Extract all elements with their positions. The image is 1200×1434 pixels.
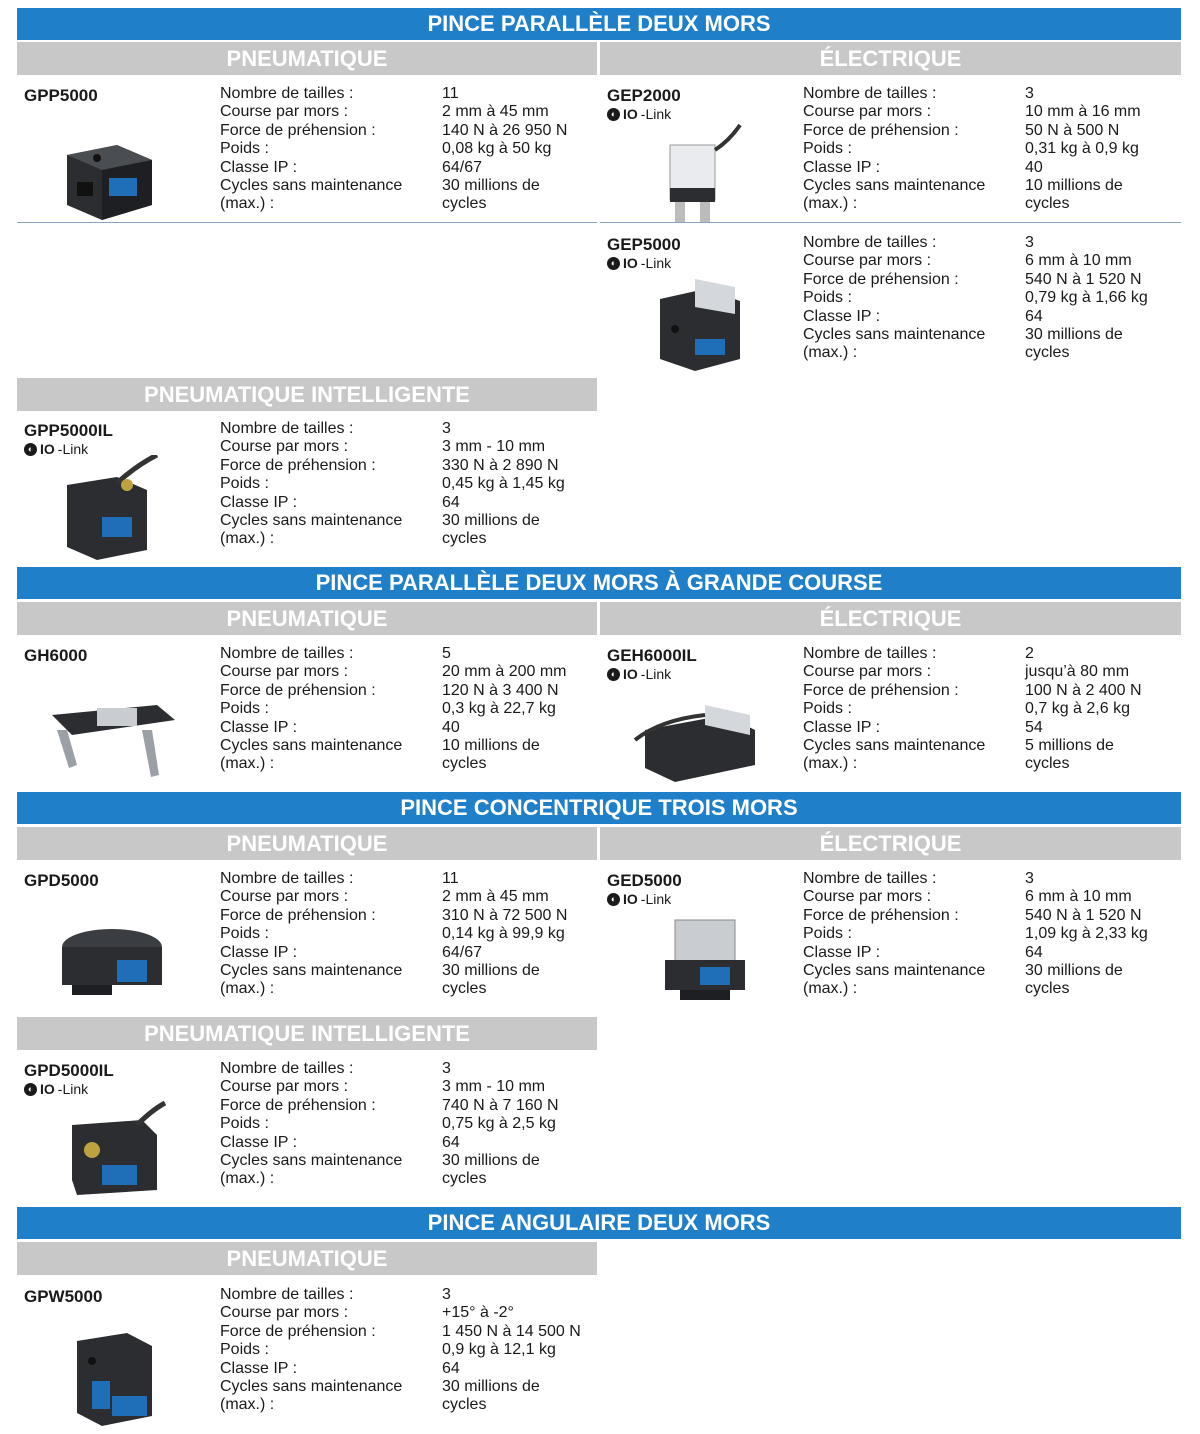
spec-row [803,271,1175,289]
spec-row [220,888,592,906]
iolink-icon: ◐ [607,668,620,681]
spec-label: Poids : [803,140,852,158]
spec-value: 30 millions de [442,1152,540,1170]
gep2000-gripper-image [630,120,760,225]
spec-label: Force de préhension : [803,270,959,288]
spec-label: Course par mors : [220,1304,349,1322]
spec-value: cycles [1025,195,1070,213]
iolink-text: IO [623,666,638,682]
spec-row [220,925,592,943]
ged5000-gripper-image [630,905,760,1010]
spec-row [220,140,592,158]
spec-row [803,344,1175,362]
spec-label: Poids : [220,1115,269,1133]
spec-label: Classe IP : [220,1133,298,1151]
section-title-parallele: PINCE PARALLÈLE DEUX MORS [17,8,1181,40]
iolink-icon: ◐ [607,108,620,121]
spec-value: 0,14 kg à 99,9 kg [442,925,565,943]
spec-row [220,962,592,980]
spec-row [803,663,1175,681]
spec-row [220,1134,592,1152]
spec-list [220,1060,592,1189]
spec-label: Force de préhension : [220,1322,376,1340]
spec-value: 3 [442,1286,451,1303]
iolink-text: IO [623,255,638,271]
spec-label: Force de préhension : [803,121,959,139]
spec-row [220,512,592,530]
spec-label: Classe IP : [220,158,298,176]
spec-row [803,326,1175,344]
product-code: GEP2000 [607,86,681,105]
iolink-text: -Link [57,441,89,457]
spec-value: 40 [1025,158,1043,176]
spec-row [220,944,592,962]
iolink-text: IO [623,106,638,122]
spec-row [803,737,1175,755]
section-title-grande-course: PINCE PARALLÈLE DEUX MORS À GRANDE COURSE [17,567,1181,599]
spec-value: 540 N à 1 520 N [1025,906,1142,924]
spec-row [803,159,1175,177]
spec-row [220,420,592,438]
spec-row [220,122,592,140]
category-electrique: ÉLECTRIQUE [600,42,1181,75]
spec-row [220,1078,592,1096]
spec-row [803,925,1175,943]
spec-label: Course par mors : [220,1078,349,1096]
spec-label: Nombre de tailles : [803,645,937,662]
spec-label: Classe IP : [220,1359,298,1377]
spec-row [803,962,1175,980]
iolink-icon: ◐ [607,257,620,270]
spec-list [220,420,592,549]
spec-row [803,252,1175,270]
spec-row [803,944,1175,962]
spec-value: 0,7 kg à 2,6 kg [1025,700,1130,718]
spec-value: 64/67 [442,158,483,176]
spec-value: 0,3 kg à 22,7 kg [442,700,556,718]
iolink-text: IO [40,1081,55,1097]
spec-label: Cycles sans maintenance [220,737,403,755]
spec-list [220,1286,592,1415]
spec-label: (max.) : [220,195,275,213]
spec-value: 1,09 kg à 2,33 kg [1025,925,1148,943]
spec-row [220,195,592,213]
spec-value: 3 [442,420,451,437]
spec-row [220,663,592,681]
spec-value: cycles [442,1170,487,1188]
iolink-icon: ◐ [24,443,37,456]
spec-row [220,645,592,663]
iolink-icon: ◐ [607,893,620,906]
spec-value: 11 [442,870,459,887]
spec-value: cycles [442,755,487,773]
spec-value: 3 mm - 10 mm [442,438,546,456]
spec-value: 2 mm à 45 mm [442,103,549,121]
category-pneumatique: PNEUMATIQUE [17,1242,597,1275]
section-title-concentrique: PINCE CONCENTRIQUE TROIS MORS [17,792,1181,824]
spec-label: (max.) : [803,755,858,773]
geh6000il-gripper-image [630,680,760,785]
spec-label: Course par mors : [803,888,932,906]
spec-label: Poids : [220,700,269,718]
spec-row [220,475,592,493]
spec-label: Nombre de tailles : [803,85,937,102]
spec-row [220,85,592,103]
spec-value: 120 N à 3 400 N [442,681,559,699]
spec-row [803,700,1175,718]
product-gep2000 [600,82,1181,223]
spec-label: Force de préhension : [220,906,376,924]
spec-list [803,870,1175,999]
spec-row [220,457,592,475]
spec-row [803,289,1175,307]
spec-value: 100 N à 2 400 N [1025,681,1142,699]
spec-value: 64 [442,1359,460,1377]
spec-value: 30 millions de [1025,962,1123,980]
spec-row [220,530,592,548]
spec-value: 30 millions de [1025,326,1123,344]
spec-row [220,1097,592,1115]
spec-value: cycles [442,1396,487,1414]
spec-label: Nombre de tailles : [220,870,354,887]
product-code: GPP5000IL [24,421,113,440]
spec-value: 64 [1025,943,1043,961]
spec-label: Classe IP : [803,718,881,736]
spec-row [220,1378,592,1396]
product-code: GPP5000 [24,86,98,105]
gpw5000-gripper-image [47,1321,177,1426]
spec-list [803,234,1175,363]
spec-label: Force de préhension : [220,1096,376,1114]
spec-label: Cycles sans maintenance [220,512,403,530]
spec-value: 0,31 kg à 0,9 kg [1025,140,1139,158]
category-pneumatique: PNEUMATIQUE [17,602,597,635]
spec-label: Nombre de tailles : [220,1286,354,1303]
spec-label: (max.) : [220,755,275,773]
product-gep5000 [600,231,1181,371]
iolink-icon: ◐ [24,1083,37,1096]
product-gh6000 [17,642,597,782]
spec-label: Course par mors : [803,103,932,121]
gpp5000il-gripper-image [47,455,177,560]
spec-row [803,907,1175,925]
spec-label: Force de préhension : [803,681,959,699]
gep5000-gripper-image [630,269,760,374]
spec-value: 330 N à 2 890 N [442,456,559,474]
spec-label: (max.) : [220,980,275,998]
spec-label: Cycles sans maintenance [803,962,986,980]
spec-list [220,870,592,999]
spec-value: 2 mm à 45 mm [442,888,549,906]
spec-row [803,103,1175,121]
spec-list [803,85,1175,214]
spec-label: Classe IP : [803,158,881,176]
spec-value: +15° à -2° [442,1304,514,1322]
spec-row [220,494,592,512]
spec-row [220,1323,592,1341]
spec-label: Classe IP : [220,493,298,511]
spec-row [803,140,1175,158]
spec-label: (max.) : [220,1170,275,1188]
spec-value: cycles [442,195,487,213]
product-code: GPD5000IL [24,1061,114,1080]
product-geh6000il [600,642,1181,782]
spec-value: 3 [1025,85,1034,102]
category-electrique: ÉLECTRIQUE [600,602,1181,635]
spec-label: Classe IP : [803,943,881,961]
spec-value: 30 millions de [442,1378,540,1396]
spec-row [220,159,592,177]
spec-label: Course par mors : [220,438,349,456]
spec-value: 0,79 kg à 1,66 kg [1025,289,1148,307]
spec-value: 5 [442,645,451,662]
spec-row [220,1115,592,1133]
spec-value: cycles [442,530,487,548]
spec-label: Nombre de tailles : [220,1060,354,1077]
spec-label: Cycles sans maintenance [220,1378,403,1396]
spec-row [803,870,1175,888]
spec-value: 1 450 N à 14 500 N [442,1322,581,1340]
spec-label: Force de préhension : [220,681,376,699]
spec-label: Cycles sans maintenance [220,962,403,980]
spec-label: Poids : [803,700,852,718]
product-gpw5000 [17,1283,597,1428]
category-pneumatique-intelligente: PNEUMATIQUE INTELLIGENTE [17,1017,597,1050]
category-electrique: ÉLECTRIQUE [600,827,1181,860]
gpd5000il-gripper-image [47,1095,177,1200]
spec-value: 20 mm à 200 mm [442,663,567,681]
spec-list [803,645,1175,774]
product-ged5000 [600,867,1181,1007]
gpp5000-gripper-image [47,120,177,225]
spec-value: 540 N à 1 520 N [1025,270,1142,288]
spec-row [803,234,1175,252]
spec-row [220,177,592,195]
spec-label: Force de préhension : [220,456,376,474]
spec-label: Poids : [803,925,852,943]
spec-value: 310 N à 72 500 N [442,906,568,924]
spec-row [803,980,1175,998]
section-title-angulaire: PINCE ANGULAIRE DEUX MORS [17,1207,1181,1239]
spec-value: jusqu’à 80 mm [1025,663,1130,681]
spec-value: 30 millions de [442,512,540,530]
iolink-text: -Link [640,891,672,907]
spec-label: Course par mors : [220,663,349,681]
spec-label: Poids : [220,925,269,943]
iolink-text: IO [40,441,55,457]
spec-label: Nombre de tailles : [220,645,354,662]
spec-row [220,1060,592,1078]
spec-row [220,1360,592,1378]
spec-value: 2 [1025,645,1034,662]
spec-row [220,719,592,737]
spec-row [220,737,592,755]
spec-label: Classe IP : [803,307,881,325]
product-code: GH6000 [24,646,88,665]
product-code: GPW5000 [24,1287,103,1306]
spec-label: Poids : [220,475,269,493]
spec-value: 64 [442,493,460,511]
spec-row [803,85,1175,103]
spec-list [220,85,592,214]
spec-row [220,1341,592,1359]
product-code: GEP5000 [607,235,681,254]
spec-value: 3 [1025,870,1034,887]
spec-list [220,645,592,774]
spec-value: cycles [1025,980,1070,998]
product-code: GED5000 [607,871,682,890]
spec-row [803,719,1175,737]
spec-value: 50 N à 500 N [1025,121,1120,139]
spec-value: cycles [442,980,487,998]
iolink-text: -Link [640,106,672,122]
spec-label: Cycles sans maintenance [803,326,986,344]
spec-value: 30 millions de [442,962,540,980]
gh6000-gripper-image [47,680,177,785]
spec-value: 54 [1025,718,1043,736]
spec-row [220,980,592,998]
product-code: GPD5000 [24,871,99,890]
spec-value: 30 millions de [442,177,540,195]
spec-label: Cycles sans maintenance [803,177,986,195]
product-gpp5000 [17,82,597,223]
spec-row [803,682,1175,700]
spec-row [220,1396,592,1414]
spec-value: 5 millions de [1025,737,1114,755]
spec-label: (max.) : [220,1396,275,1414]
spec-label: Nombre de tailles : [220,420,354,437]
spec-row [803,195,1175,213]
spec-row [803,888,1175,906]
spec-label: Force de préhension : [220,121,376,139]
spec-value: 11 [442,85,459,102]
spec-label: Poids : [803,289,852,307]
spec-label: Course par mors : [803,663,932,681]
category-pneumatique: PNEUMATIQUE [17,42,597,75]
spec-value: 64 [442,1133,460,1151]
spec-row [220,1170,592,1188]
product-gpd5000 [17,867,597,1007]
spec-row [220,1304,592,1322]
spec-value: cycles [1025,755,1070,773]
spec-label: Classe IP : [220,943,298,961]
spec-label: Nombre de tailles : [220,85,354,102]
iolink-text: -Link [57,1081,89,1097]
spec-value: 64/67 [442,943,483,961]
spec-row [803,177,1175,195]
spec-value: 3 [442,1060,451,1077]
category-pneumatique-intelligente: PNEUMATIQUE INTELLIGENTE [17,378,597,411]
spec-value: 10 millions de [1025,177,1123,195]
iolink-text: -Link [640,255,672,271]
spec-row [220,103,592,121]
spec-label: (max.) : [803,195,858,213]
spec-value: cycles [1025,344,1070,362]
spec-value: 10 mm à 16 mm [1025,103,1141,121]
spec-row [220,870,592,888]
iolink-text: IO [623,891,638,907]
iolink-text: -Link [640,666,672,682]
spec-value: 3 [1025,234,1034,251]
spec-row [220,682,592,700]
spec-row [803,122,1175,140]
spec-row [220,700,592,718]
spec-value: 0,45 kg à 1,45 kg [442,475,565,493]
spec-value: 10 millions de [442,737,540,755]
spec-row [220,438,592,456]
spec-row [220,907,592,925]
gpd5000-gripper-image [47,905,177,1010]
spec-value: 3 mm - 10 mm [442,1078,546,1096]
spec-label: Course par mors : [803,252,932,270]
spec-value: 6 mm à 10 mm [1025,252,1132,270]
spec-label: Nombre de tailles : [803,234,937,251]
spec-row [803,755,1175,773]
spec-value: 0,08 kg à 50 kg [442,140,552,158]
spec-label: Cycles sans maintenance [803,737,986,755]
spec-label: Poids : [220,140,269,158]
spec-label: Cycles sans maintenance [220,177,403,195]
category-pneumatique: PNEUMATIQUE [17,827,597,860]
spec-row [220,1152,592,1170]
spec-label: Course par mors : [220,103,349,121]
spec-row [803,645,1175,663]
spec-label: Cycles sans maintenance [220,1152,403,1170]
spec-label: Nombre de tailles : [803,870,937,887]
spec-value: 740 N à 7 160 N [442,1096,559,1114]
spec-row [803,308,1175,326]
spec-label: Course par mors : [220,888,349,906]
spec-label: Classe IP : [220,718,298,736]
spec-value: 40 [442,718,460,736]
spec-value: 64 [1025,307,1043,325]
spec-label: Force de préhension : [803,906,959,924]
spec-value: 0,75 kg à 2,5 kg [442,1115,556,1133]
product-code: GEH6000IL [607,646,697,665]
spec-row [220,1286,592,1304]
spec-value: 0,9 kg à 12,1 kg [442,1341,556,1359]
spec-label: (max.) : [220,530,275,548]
spec-label: Poids : [220,1341,269,1359]
spec-label: (max.) : [803,344,858,362]
spec-value: 140 N à 26 950 N [442,121,568,139]
product-gpp5000il [17,417,597,557]
spec-label: (max.) : [803,980,858,998]
product-gpd5000il [17,1057,597,1197]
spec-row [220,755,592,773]
spec-value: 6 mm à 10 mm [1025,888,1132,906]
